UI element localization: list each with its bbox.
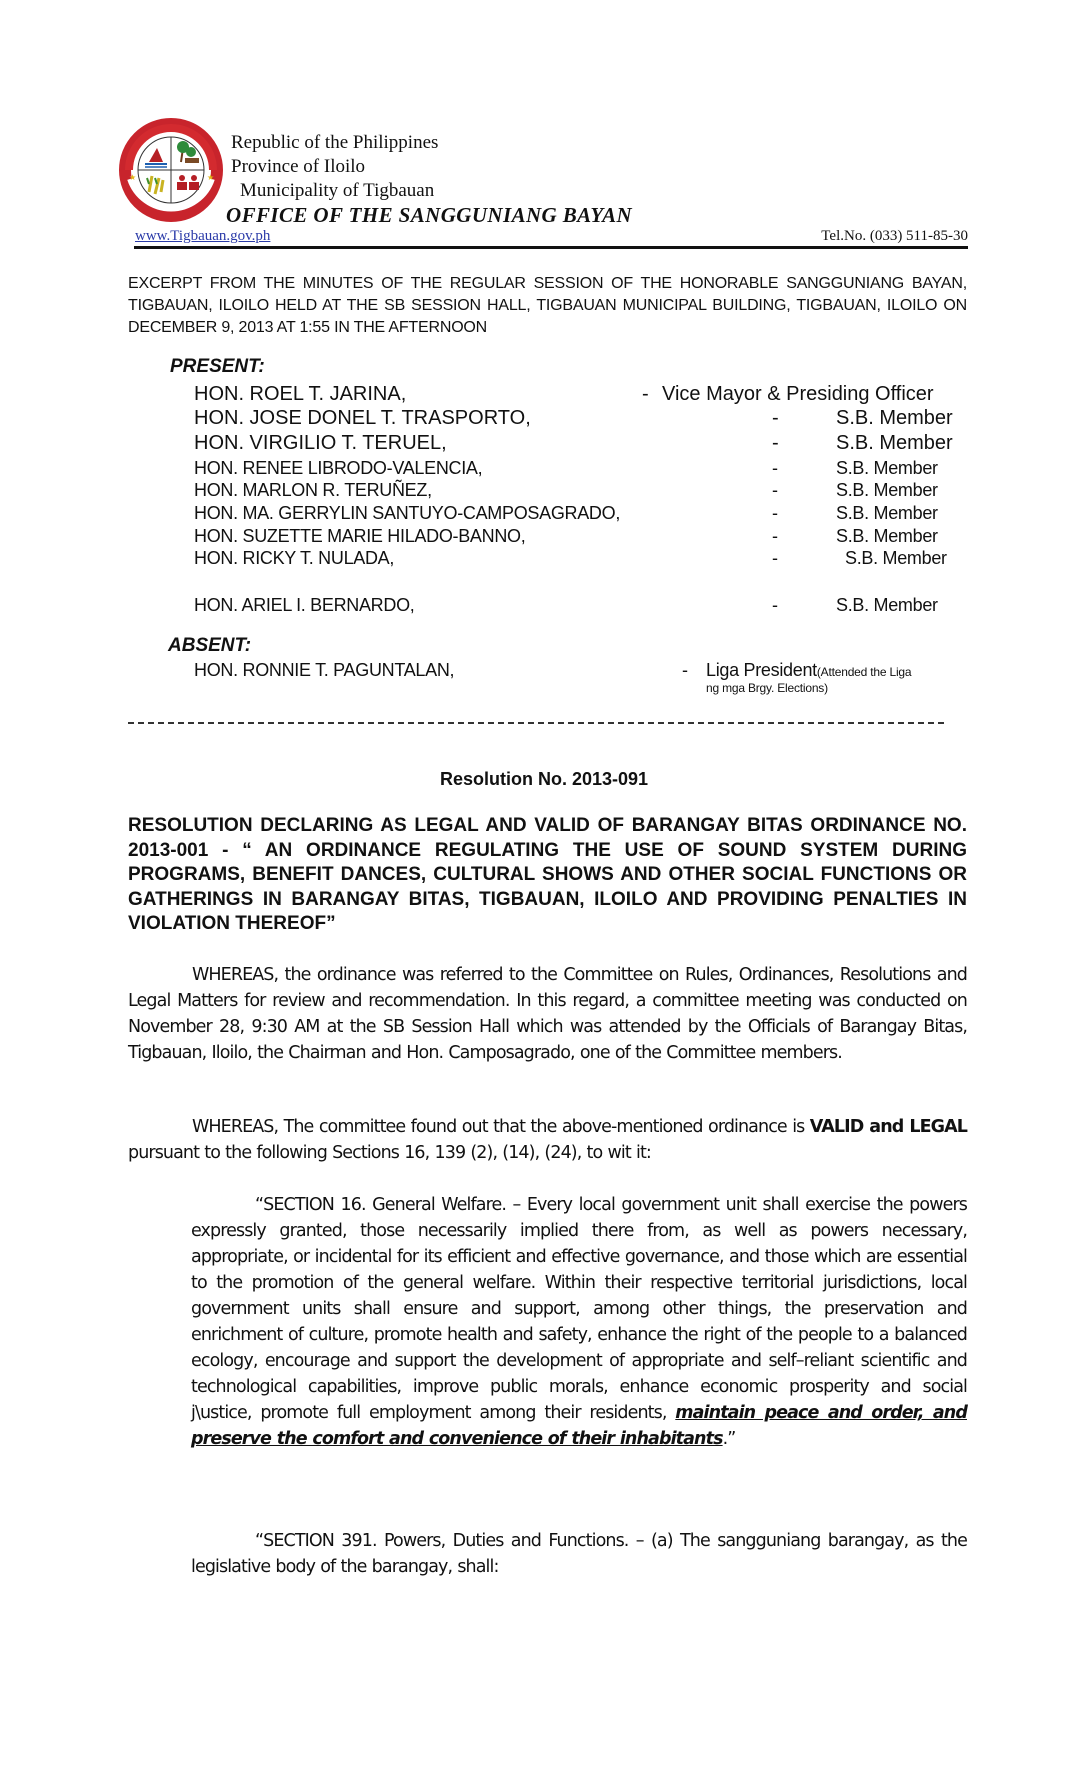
attendee-role: S.B. Member [845,548,947,568]
absentee-name: HON. RONNIE T. PAGUNTALAN, [194,660,455,680]
attendee-row [194,481,994,505]
attendee-row [194,549,994,573]
attendee-row [194,596,994,620]
attendee-dash: - [642,383,649,405]
present-heading: PRESENT: [170,356,265,377]
section-divider [128,722,944,724]
resolution-number: Resolution No. 2013-091 [439,769,649,789]
attendee-dash: - [772,548,778,568]
section-16-emphasis: maintain peace and order, and preserve the comfort and convenience of their inhabitants [191,1403,967,1449]
attendee-dash: - [772,432,779,454]
whereas-paragraph-2 [128,1114,967,1166]
attendee-row [194,384,994,408]
section-391-text: “SECTION 391. Powers, Duties and Functions. – (a) The sangguniang barangay, as the legislative body of the barangay, shall: [191,1531,967,1577]
attendee-role: S.B. Member [836,503,938,523]
attendee-name: HON. ARIEL I. BERNARDO, [194,595,415,615]
municipal-seal-icon [119,118,223,222]
attendee-role: S.B. Member [836,458,938,478]
whereas-2-lead: WHEREAS, The committee found out that the above-mentioned ordinance is [192,1117,805,1137]
telephone-number: Tel.No. (033) 511-85-30 [821,228,968,244]
absentee-note-continued: ng mga Brgy. Elections) [706,681,828,695]
attendee-dash: - [772,503,778,523]
attendee-role: S.B. Member [836,480,938,500]
svg-text:★: ★ [129,173,137,182]
attendee-role: S.B. Member [836,432,953,454]
attendee-dash: - [772,595,778,615]
section-16-end: .” [722,1429,736,1449]
attendee-name: HON. ROEL T. JARINA, [194,383,407,405]
attendee-name: HON. RICKY T. NULADA, [194,548,395,568]
whereas-paragraph-1 [128,962,967,1066]
attendee-name: HON. MARLON R. TERUÑEZ, [194,480,432,500]
website-link[interactable]: www.Tigbauan.gov.ph [135,228,271,244]
absentee-role-group [706,661,911,679]
attendee-row [194,433,994,457]
section-391-quote [191,1528,967,1580]
attendee-dash: - [772,407,779,429]
absentee-note: (Attended the Liga [816,665,912,679]
attendee-role: S.B. Member [836,526,938,546]
attendee-row [194,408,994,432]
attendee-role: Vice Mayor & Presiding Officer [662,383,934,405]
absent-heading: ABSENT: [168,635,252,656]
attendee-name: HON. RENEE LIBRODO-VALENCIA, [194,458,483,478]
attendee-name: HON. MA. GERRYLIN SANTUYO-CAMPOSAGRADO, [194,503,621,523]
attendee-name: HON. VIRGILIO T. TERUEL, [194,432,447,454]
attendee-dash: - [772,526,778,546]
resolution-title: RESOLUTION DECLARING AS LEGAL AND VALID OF BARANGAY BITAS ORDINANCE NO. 2013-001 - “ AN ORDINANCE REGULATING THE USE OF SOUND SYSTEM DURING PROGRAMS, BENEFIT DANCES, CULTURAL SHOWS AND OTHER SOCIAL FUNCTIONS OR GATHERINGS IN BARANGAY BITAS, TIGBAUAN, ILOILO AND PROVIDING PENALTIES IN VIOLATION THEREOF” [128,815,967,934]
whereas-2-tail: pursuant to the following Sections 16, 139 (2), (14), (24), to wit it: [128,1143,651,1163]
absentee-dash: - [682,660,688,680]
absentee-role: Liga President [706,660,817,680]
absentee-row [194,661,994,685]
letterhead-municipality: Municipality of Tigbauan [240,180,435,201]
letterhead-divider [134,246,968,249]
attendee-name: HON. JOSE DONEL T. TRASPORTO, [194,407,531,429]
attendee-dash: - [772,458,778,478]
attendee-row [194,504,994,528]
attendee-role: S.B. Member [836,407,953,429]
minutes-excerpt: EXCERPT FROM THE MINUTES OF THE REGULAR SESSION OF THE HONORABLE SANGGUNIANG BAYAN, TIGBAUAN, ILOILO HELD AT THE SB SESSION HALL, TIGBAUAN MUNICIPAL BUILDING, TIGBAUAN, ILOILO ON DECEMBER 9, 2013 AT 1:55 IN THE AFTERNOON [128,275,967,336]
letterhead-office: OFFICE OF THE SANGGUNIANG BAYAN [226,203,633,227]
section-16-text: “SECTION 16. General Welfare. – Every local government unit shall exercise the powers expressly granted, those necessarily implied there from, as well as powers necessary, appropriate, or incidental for its efficient and effective governance, and those which are essential to the promotion of the general welfare. Within their respective territorial jurisdictions, local government units shall ensure and support, among other things, the preservation and enrichment of culture, promote health and safety, enhance the right of the people to a balanced ecology, encourage and support the development of appropriate and self–reliant scientific and technological capabilities, improve public morals, enhance economic prosperity and social j\ustice, promote full employment among their residents, [191,1195,967,1423]
whereas-1-text: WHEREAS, the ordinance was referred to the Committee on Rules, Ordinances, Resolutions and Legal Matters for review and recommendation. In this regard, a committee meeting was conducted on November 28, 9:30 AM at the SB Session Hall which was attended by the Officials of Barangay Bitas, Tigbauan, Iloilo, the Chairman and Hon. Camposagrado, one of the Committee members. [128,965,967,1063]
attendee-name: HON. SUZETTE MARIE HILADO-BANNO, [194,526,526,546]
letterhead-province: Province of Iloilo [231,156,366,177]
valid-and-legal: VALID and LEGAL [809,1117,967,1137]
svg-text:★: ★ [207,173,215,182]
attendee-dash: - [772,480,778,500]
attendee-role: S.B. Member [836,595,938,615]
letterhead-republic: Republic of the Philippines [231,132,439,153]
section-16-quote [191,1192,967,1452]
